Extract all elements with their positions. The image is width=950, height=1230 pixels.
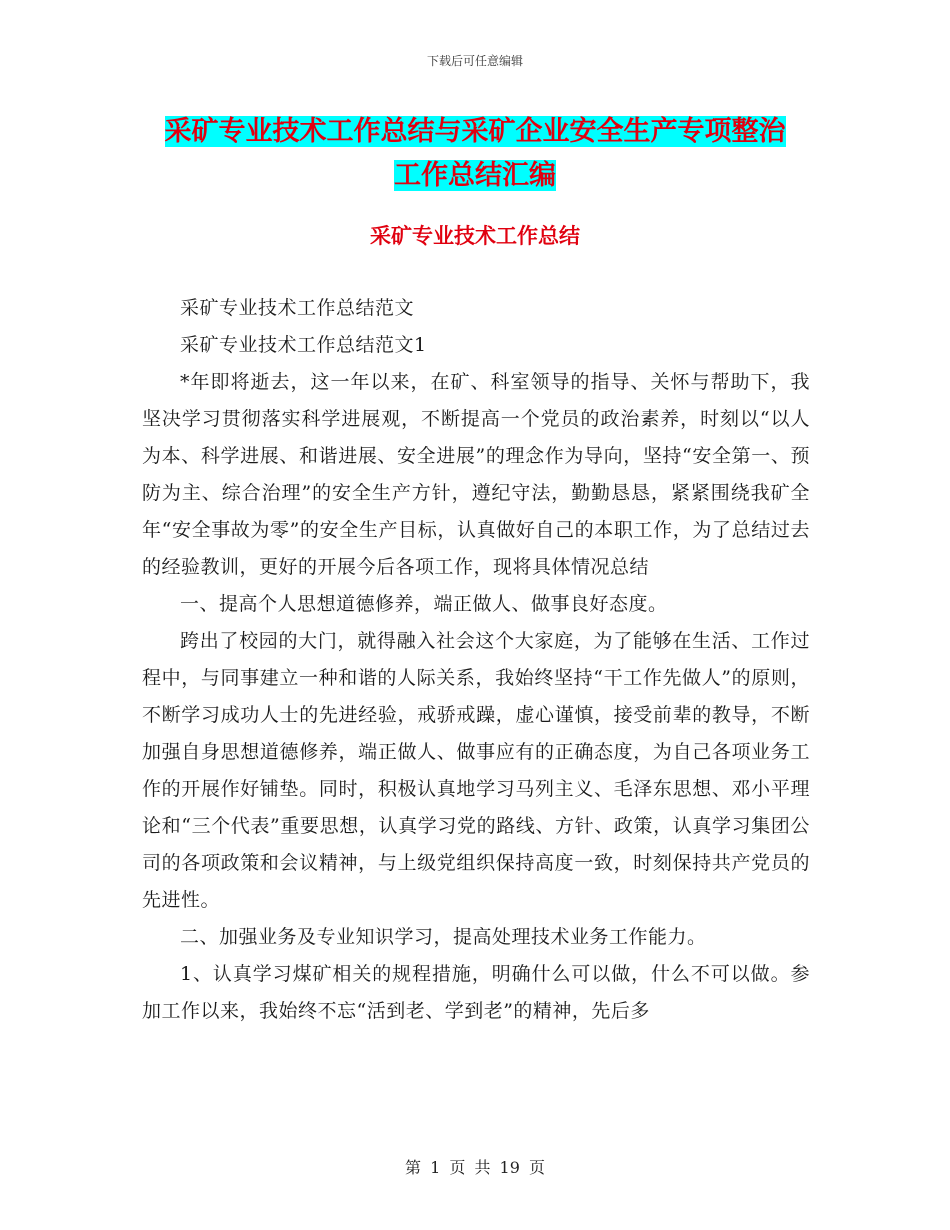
section-title: 采矿专业技术工作总结 [370,224,580,248]
paragraph-subtitle: 采矿专业技术工作总结范文 [180,297,415,319]
paragraph-subtitle-1: 采矿专业技术工作总结范文1 [180,334,427,356]
document-title [140,110,810,198]
paragraph-body-2: 1、认真学习煤矿相关的规程措施，明确什么可以做，什么不可以做。参加工作以来，我始终不忘“活到老、学到老”的精神，先后多 [142,963,810,1022]
paragraph-heading-1: 一、提高个人思想道德修养，端正做人、做事良好态度。 [180,593,668,615]
page-footer: 第 1 页 共 19 页 [405,1158,545,1177]
header-note: 下载后可任意编辑 [426,54,523,68]
document-title-line-1: 采矿专业技术工作总结与采矿企业安全生产专项整治 [164,116,786,147]
document-title-line-2: 工作总结汇编 [394,160,556,191]
document-body [142,290,810,1030]
paragraph-heading-2: 二、加强业务及专业知识学习，提高处理技术业务工作能力。 [180,926,707,948]
paragraph-body-1: 跨出了校园的大门，就得融入社会这个大家庭，为了能够在生活、工作过程中，与同事建立一种和谐的人际关系，我始终坚持“干工作先做人”的原则，不断学习成功人士的先进经验，戒骄戒躁，虚心谨慎，接受前辈的教导，不断加强自身思想道德修养，端正做人、做事应有的正确态度，为自己各项业务工作的开展作好铺垫。同时，积极认真地学习马列主义、毛泽东思想、邓小平理论和“三个代表”重要思想，认真学习党的路线、方针、政策，认真学习集团公司的各项政策和会议精神，与上级党组织保持高度一致，时刻保持共产党员的先进性。 [142,630,810,911]
paragraph-intro: *年即将逝去，这一年以来，在矿、科室领导的指导、关怀与帮助下，我坚决学习贯彻落实科学进展观，不断提高一个党员的政治素养，时刻以“以人为本、科学进展、和谐进展、安全进展”的理念作为导向，坚持“安全第一、预防为主、综合治理”的安全生产方针，遵纪守法，勤勤恳恳，紧紧围绕我矿全年“安全事故为零”的安全生产目标，认真做好自己的本职工作，为了总结过去的经验教训，更好的开展今后各项工作，现将具体情况总结 [142,371,810,578]
